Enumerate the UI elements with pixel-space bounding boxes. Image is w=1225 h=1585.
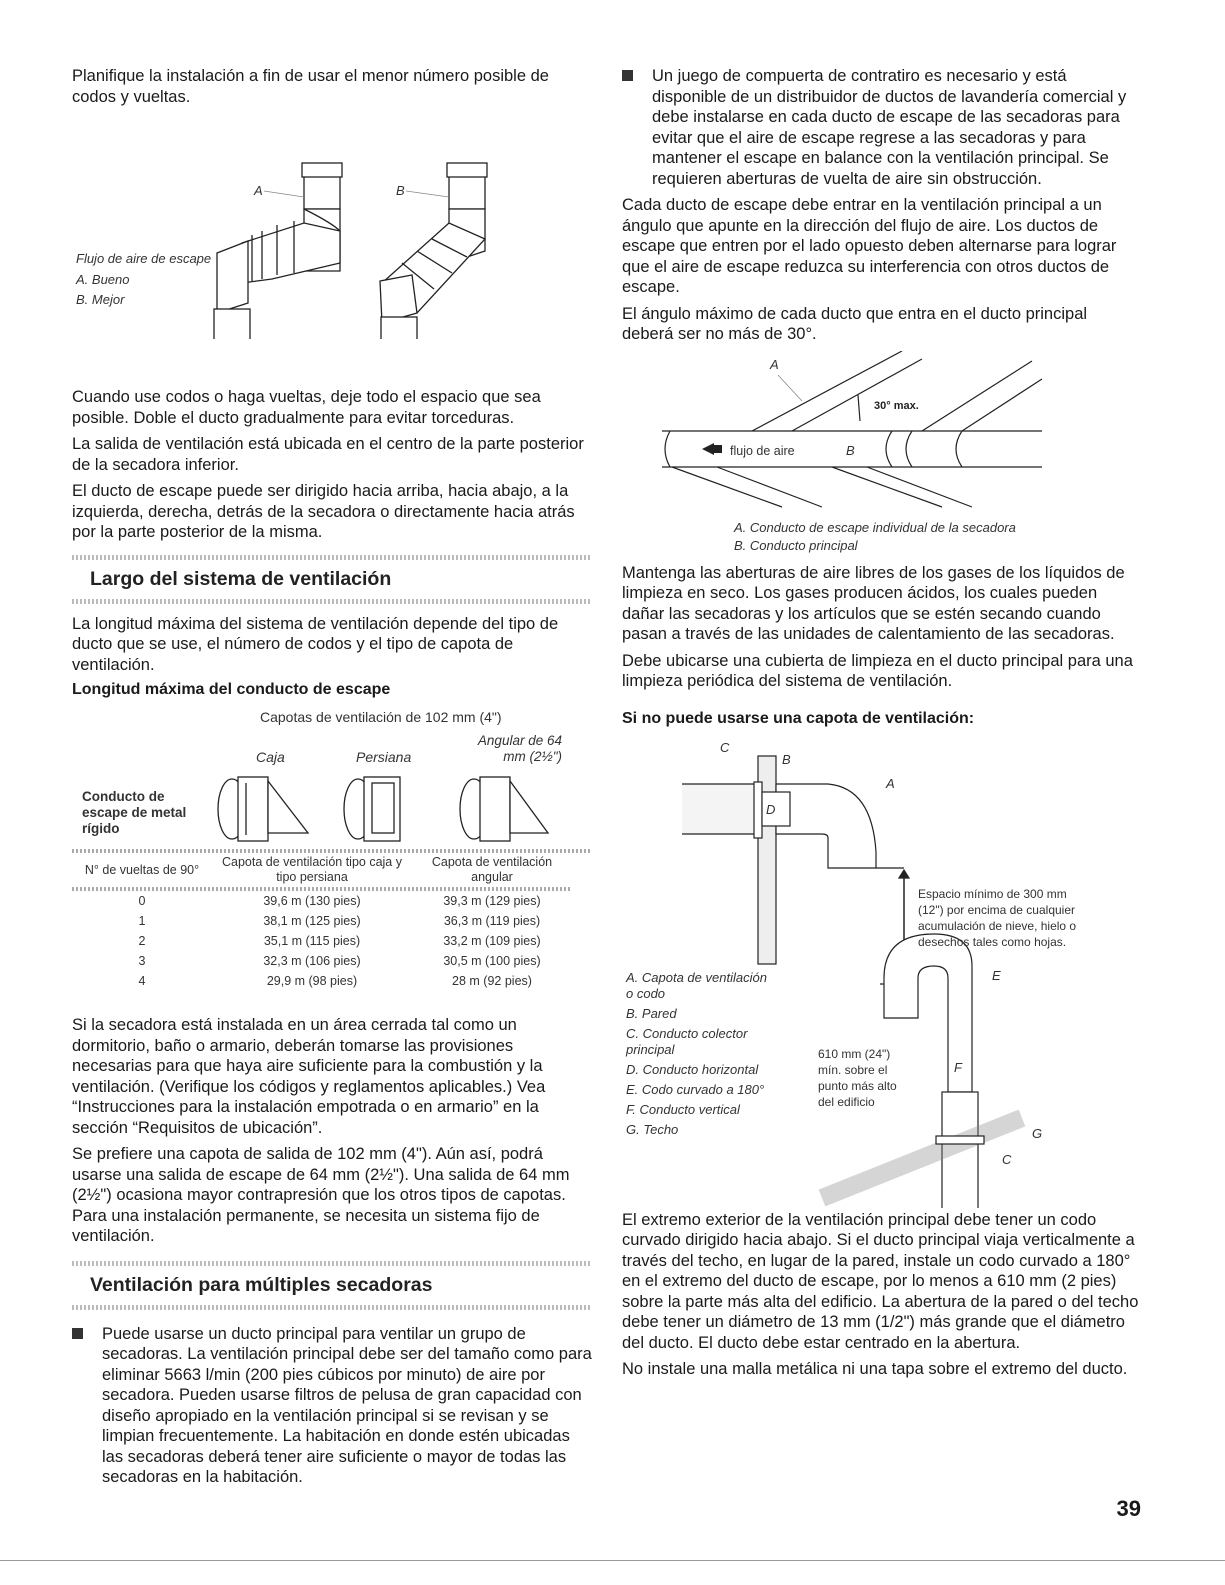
table-cell: 39,3 m (129 pies) (443, 894, 541, 908)
table-cell: 0 (138, 894, 146, 908)
table-cell: 33,2 m (109 pies) (443, 934, 541, 948)
fig1-label-b: B (396, 183, 405, 198)
fig3-label-g: G (1032, 1125, 1043, 1141)
table-cell: 39,6 m (130 pies) (263, 894, 361, 908)
intro-paragraph: Planifique la instalación a fin de usar el menor número posible de codos y vueltas. (72, 67, 549, 106)
fig3-label-e: E (992, 967, 1001, 983)
paragraph-enclosed-area: Si la secadora está instalada en un área cerrada tal como un dormitorio, baño o armario, deberán tomarse las provisiones necesarias para que haya aire suficiente para la combustión y la ventilación. (Verifique los códigos y reglamentos aplicables.) Vea “Instrucciones para la instalación empotrada o en armario” en la sección “Requisitos de ubicación”. (72, 1016, 546, 1137)
hoods-drawing (72, 709, 592, 849)
height-note-2: mín. sobre el (818, 1062, 888, 1077)
legend-line: A. Capota de ventilación (626, 969, 767, 985)
fig1-caption-title: Flujo de aire de escape (76, 251, 212, 266)
no-hood-diagram (622, 738, 1142, 1208)
paragraph-max-angle: El ángulo máximo de cada ducto que entra en el ducto principal deberá ser no más de 30°. (622, 304, 1088, 343)
table-header-angular: Capota de ventilación angular (431, 855, 553, 884)
page-number: 39 (1116, 1496, 1141, 1521)
table-cell: 28 m (92 pies) (452, 974, 532, 988)
bullet-square-icon (72, 1328, 83, 1339)
legend-line: B. Pared (626, 1005, 677, 1021)
bullet-square-icon (622, 70, 633, 81)
fig3-label-c: C (720, 739, 730, 755)
paragraph-outlet-location: La salida de ventilación está ubicada en el centro de la parte posterior de la secadora inferior. (72, 435, 584, 474)
fig1-label-a: A (254, 183, 263, 198)
section-divider (72, 555, 592, 560)
paragraph-dry-cleaning: Mantenga las aberturas de aire libres de los gases de los líquidos de limpieza en seco. Los gases producen ácidos, los cuales pueden dañar las secadoras y los artículos que se estén secando cuando pasan a través de las unidades de calentamiento de las secadoras. (622, 563, 1125, 643)
vent-hoods-figure (72, 709, 592, 849)
table-cell: 35,1 m (115 pies) (263, 934, 361, 948)
section-divider (72, 1305, 592, 1310)
fig2-caption-a: A. Conducto de escape individual de la secadora (734, 519, 1016, 535)
flow-arrow-icon (702, 443, 714, 455)
table-row (72, 911, 572, 931)
legend-line: E. Codo curvado a 180° (626, 1081, 765, 1097)
clearance-line-2: (12") por encima de cualquier (918, 902, 1076, 917)
paragraph-elbows: Cuando use codos o haga vueltas, deje todo el espacio que sea posible. Doble el ducto gradualmente para evitar torceduras. (72, 388, 541, 427)
fig2-label-a: A (770, 356, 779, 372)
subhead-max-length: Longitud máxima del conducto de escape (72, 681, 391, 698)
height-note-4: del edificio (818, 1094, 875, 1109)
table-cell: 1 (138, 914, 146, 928)
legend-line: F. Conducto vertical (626, 1101, 740, 1117)
section-title-length: Largo del sistema de ventilación (90, 567, 392, 590)
main-duct-figure (622, 351, 1142, 553)
table-cell: 2 (138, 934, 146, 948)
fig3-label-c2: C (1002, 1151, 1012, 1167)
paragraph-max-length: La longitud máxima del sistema de ventilación depende del tipo de ducto que se use, el número de codos y el tipo de capota de ventilación. (72, 614, 559, 674)
section-title-multiple: Ventilación para múltiples secadoras (90, 1273, 433, 1296)
paragraph-angle-entry: Cada ducto de escape debe entrar en la ventilación principal a un ángulo que apunte en la dirección del flujo de aire. Los ductos de escape que entren por el lado opuesto deben alternarse para lograr que el aire de escape reduzca su interferencia con otros ductos de escape. (622, 196, 1117, 296)
right-column (622, 66, 1142, 1386)
table-cell: 30,5 m (100 pies) (443, 954, 541, 968)
table-cell: 38,1 m (125 pies) (263, 914, 361, 928)
legend-line: principal (626, 1041, 675, 1057)
paragraph-outer-end: El extremo exterior de la ventilación principal debe tener un codo curvado dirigido hacia abajo. Si el ducto principal viaja verticalmente a través del techo, en lugar de la pared, instale un codo curvado a 180° en el extremo del ducto de escape, por lo menos a 610 mm (2 pies) sobre la parte más alta del edificio. La abertura de la pared o del techo debe tener un diámetro de 13 mm (1/2") más grande que el diámetro del ducto. El ducto debe estar centrado en la abertura. (622, 1210, 1139, 1352)
paragraph-hood-size: Se prefiere una capota de salida de 102 mm (4"). Aún así, podrá usarse una salida de escape de 64 mm (2½"). Una salida de 64 mm (2½") ocasiona mayor contrapresión que los otros tipos de capotas. Para una instalación permanente, se necesita un sistema fijo de ventilación. (72, 1145, 570, 1245)
table-row (72, 931, 572, 951)
fig2-caption-b: B. Conducto principal (734, 537, 858, 553)
clearance-line-3: acumulación de nieve, hielo o (918, 918, 1077, 933)
rigid-duct-label: Conducto de escape de metal rígido (82, 789, 187, 836)
fig3-label-d: D (766, 801, 776, 817)
height-note-3: punto más alto (818, 1078, 897, 1093)
table-header-turns: N° de vueltas de 90° (84, 862, 200, 877)
legend-line: C. Conducto colector (626, 1025, 748, 1041)
elbow-diagram (72, 113, 592, 339)
table-cell: 36,3 m (119 pies) (443, 914, 541, 928)
paragraph-duct-direction: El ducto de escape puede ser dirigido hacia arriba, hacia abajo, a la izquierda, derecha, detrás de la secadora o directamente hacia atrás por la parte posterior de la misma. (72, 482, 575, 541)
no-hood-figure (622, 738, 1142, 1208)
section-divider (72, 1261, 592, 1266)
section-divider (72, 599, 592, 604)
bullet-backdraft (622, 66, 1142, 189)
hood-louver-label: Persiana (356, 749, 412, 765)
elbow-figure (72, 113, 592, 339)
bottom-rule (0, 1560, 1225, 1561)
paragraph-no-screen: No instale una malla metálica ni una tapa sobre el extremo del ducto. (622, 1360, 1128, 1378)
bullet-main-vent-text: Puede usarse un ducto principal para ventilar un grupo de secadoras. La ventilación principal debe ser del tamaño como para eliminar 5663 l/min (200 pies cúbicos por minuto) de aire por secadora. Pueden usarse filtros de pelusa de gran capacidad con diseño apropiado en la ventilación principal si se revisan y se limpian frecuentemente. La habitación en donde estén ubicadas las secadoras deberá tener aire suficiente o mayor de todas las secadoras en la habitación. (102, 1324, 592, 1486)
paragraph-cleanout: Debe ubicarse una cubierta de limpieza en el ducto principal para una limpieza periódica del sistema de ventilación. (622, 651, 1133, 690)
table-cell: 4 (138, 974, 146, 988)
legend-line: D. Conducto horizontal (626, 1061, 759, 1077)
clearance-line-4: desechos tales como hojas. (918, 934, 1067, 949)
table-row (72, 891, 572, 911)
subhead-no-hood: Si no puede usarse una capota de ventilación: (622, 709, 975, 727)
table-cell: 32,3 m (106 pies) (263, 954, 361, 968)
max-length-table (72, 853, 572, 991)
left-column (72, 66, 592, 1494)
fig3-label-f: F (954, 1059, 962, 1075)
hoods-header: Capotas de ventilación de 102 mm (4") (260, 709, 502, 725)
hood-box-label: Caja (256, 749, 285, 765)
legend-line: G. Techo (626, 1121, 679, 1137)
table-cell: 3 (138, 954, 146, 968)
table-header-box-louver: Capota de ventilación tipo caja y tipo persiana (222, 855, 402, 884)
table-cell: 29,9 m (98 pies) (266, 974, 358, 988)
height-note-1: 610 mm (24") (818, 1046, 891, 1061)
legend-line: o codo (626, 985, 666, 1001)
fig2-angle-label: 30° max. (874, 399, 919, 412)
fig2-label-b: B (846, 442, 855, 458)
main-duct-diagram (622, 351, 1142, 511)
fig1-caption-b: B. Mejor (76, 292, 125, 307)
bullet-main-vent (72, 1324, 592, 1488)
fig2-flow-label: flujo de aire (730, 443, 795, 458)
fig3-label-b: B (782, 751, 791, 767)
fig3-label-a: A (886, 775, 895, 791)
table-row (72, 971, 572, 991)
table-row (72, 951, 572, 971)
bullet-backdraft-text: Un juego de compuerta de contratiro es necesario y está disponible de un distribuidor de ductos de lavandería comercial y debe instalarse en cada ducto de escape de las secadoras para evitar que el aire de escape regrese a las secadoras y para mantener el escape en balance con la ventilación principal. Se requieren aberturas de vuelta de aire sin obstrucción. (652, 67, 1127, 188)
hood-angular-label: Angular de 64 mm (2½") (477, 733, 562, 764)
clearance-line-1: Espacio mínimo de 300 mm (918, 886, 1067, 901)
fig1-caption-a: A. Bueno (76, 272, 130, 287)
